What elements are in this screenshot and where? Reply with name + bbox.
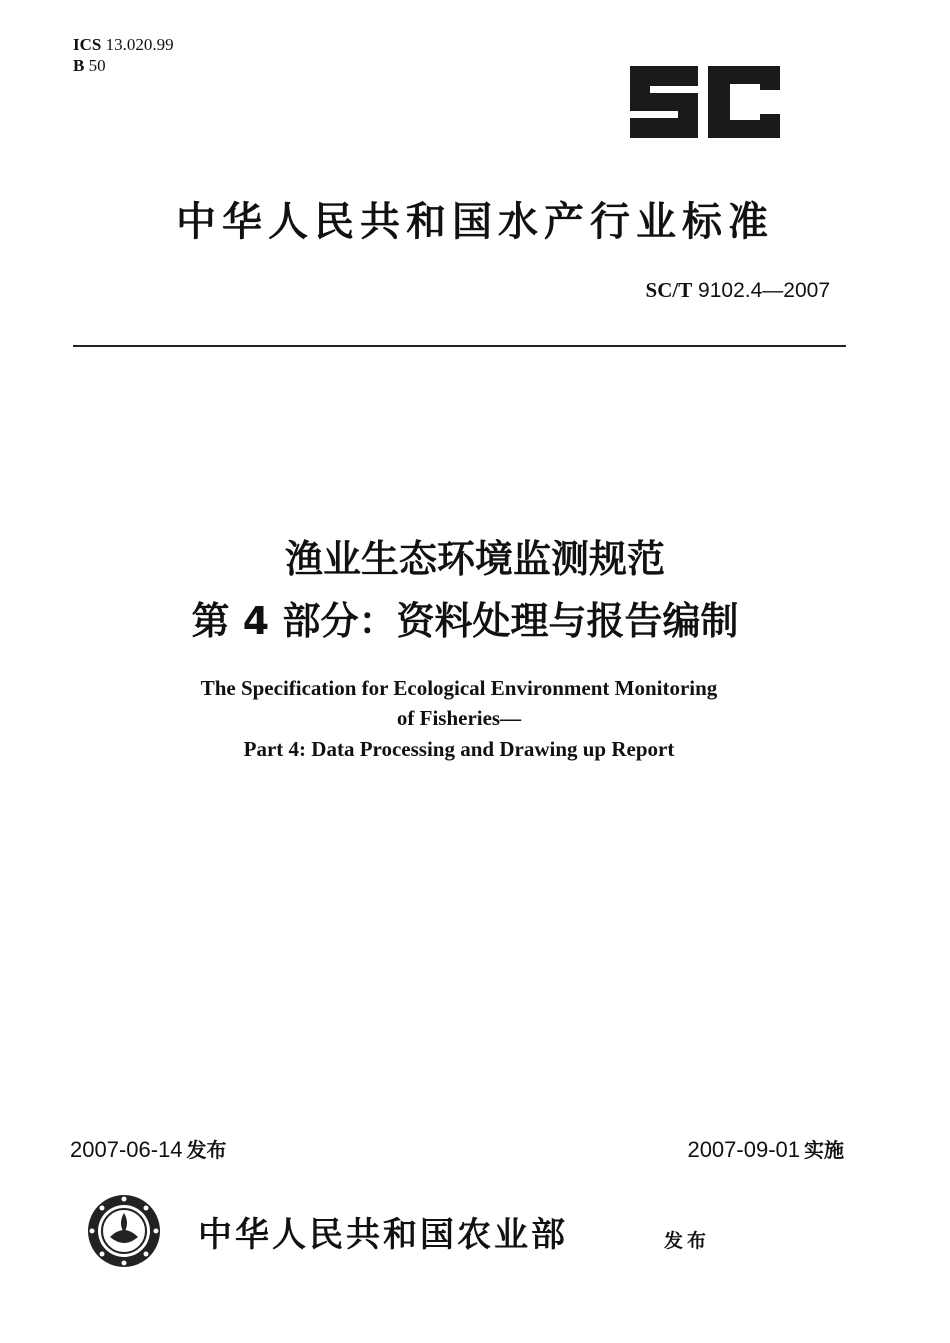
standard-number: [646, 278, 830, 303]
ministry-emblem-icon: [86, 1193, 162, 1269]
effective-date-value: 2007-09-01: [687, 1137, 800, 1162]
chinese-title-line2: 第 4 部分：资料处理与报告编制: [191, 599, 739, 643]
issue-label: 发布: [664, 1230, 711, 1252]
ics-label: ICS: [73, 35, 102, 54]
issue-date-value: 2007-06-14: [70, 1137, 183, 1162]
classification-codes: [73, 34, 174, 76]
issuing-ministry: 中华人民共和国农业部: [198, 1215, 568, 1255]
english-title-line3: Part 4: Data Processing and Drawing up Report: [243, 737, 675, 761]
ccs-label: B: [73, 56, 85, 75]
issue-date: [70, 1134, 227, 1163]
sc-logo-c: [708, 66, 780, 138]
standard-title: 中华人民共和国水产行业标准: [176, 198, 774, 245]
sc-logo: [628, 64, 782, 140]
english-title-line2: of Fisheries—: [396, 706, 522, 730]
issue-date-suffix: 发布: [186, 1138, 227, 1162]
effective-date: [687, 1134, 844, 1163]
standard-number-value: 9102.4—2007: [698, 279, 830, 302]
sc-logo-s: [630, 66, 698, 138]
header-divider: [73, 345, 846, 347]
ccs-code: 50: [88, 56, 106, 75]
standard-number-prefix: SC/T: [645, 278, 693, 302]
ics-code: 13.020.99: [105, 35, 174, 54]
english-title-line1: The Specification for Ecological Environment Monitoring: [200, 676, 718, 700]
effective-date-suffix: 实施: [804, 1138, 844, 1162]
chinese-title-line1: 渔业生态环境监测规范: [284, 537, 665, 581]
